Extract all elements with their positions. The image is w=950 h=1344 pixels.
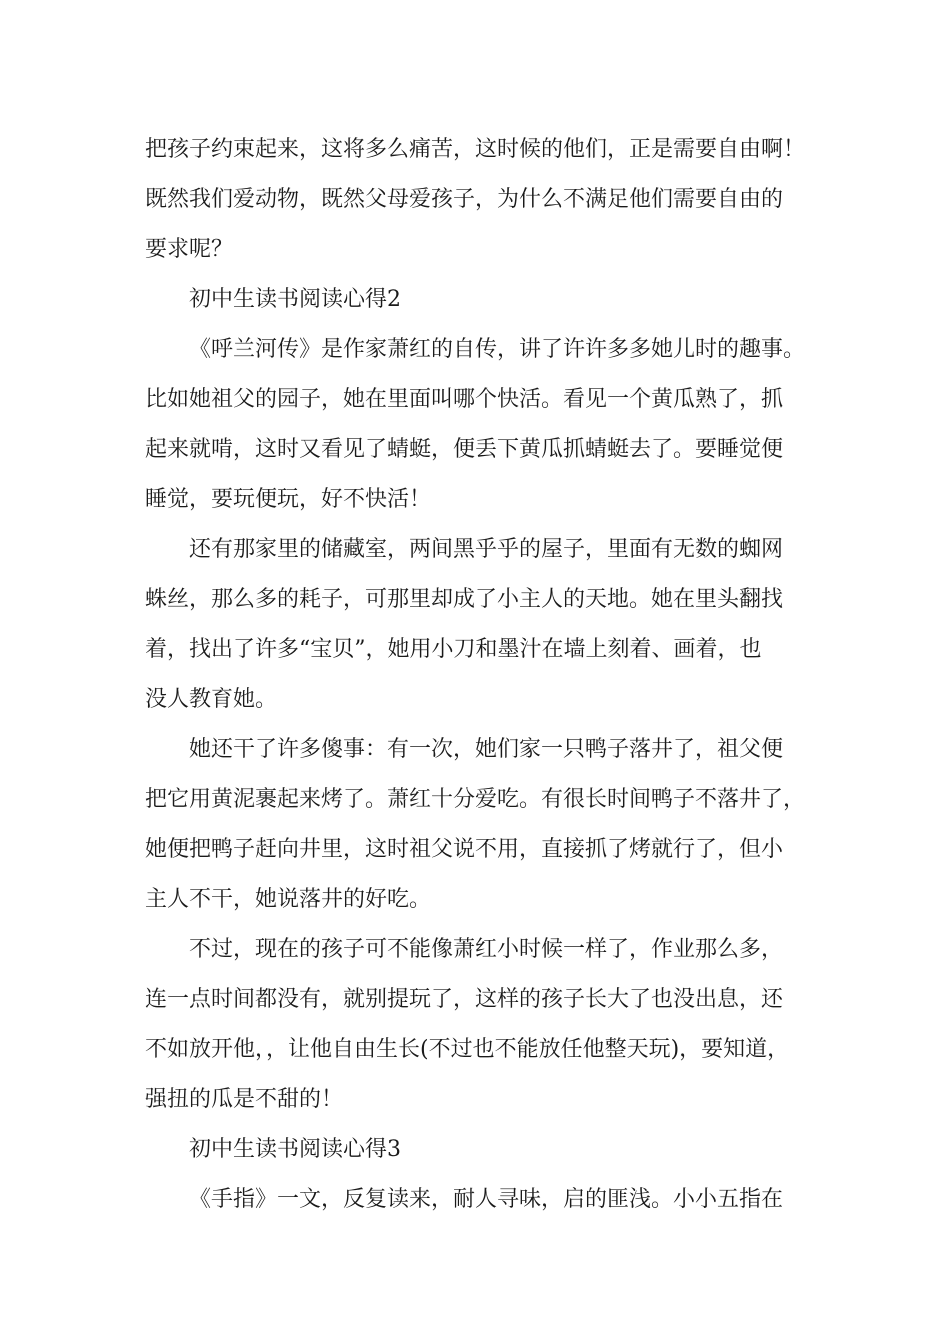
text-line: 不如放开他，，让他自由生长(不过也不能放任他整天玩)，要知道， [145, 1037, 790, 1062]
section-heading: 初中生读书阅读心得3 [189, 1137, 401, 1162]
text-line: 《手指》一文，反复读来，耐人寻味，启的匪浅。小小五指在 [189, 1187, 784, 1212]
text-line: 蛛丝，那么多的耗子，可那里却成了小主人的天地。她在里头翻找 [145, 587, 784, 612]
text-line: 还有那家里的储藏室，两间黑乎乎的屋子，里面有无数的蜘网 [189, 537, 784, 562]
section-heading: 初中生读书阅读心得2 [189, 287, 401, 312]
text-line: 起来就啃，这时又看见了蜻蜓，便丢下黄瓜抓蜻蜓去了。要睡觉便 [145, 437, 784, 462]
text-line: 她便把鸭子赶向井里，这时祖父说不用，直接抓了烤就行了，但小 [145, 837, 784, 862]
text-line: 比如她祖父的园子，她在里面叫哪个快活。看见一个黄瓜熟了，抓 [145, 387, 784, 412]
text-line: 主人不干，她说落井的好吃。 [145, 887, 432, 912]
text-line: 要求呢？ [145, 237, 234, 262]
text-line: 睡觉，要玩便玩，好不快活！ [145, 487, 432, 512]
text-line: 既然我们爱动物，既然父母爱孩子，为什么不满足他们需要自由的 [145, 187, 784, 212]
text-line: 她还干了许多傻事：有一次，她们家一只鸭子落井了，祖父便 [189, 737, 784, 762]
text-line: 《呼兰河传》是作家萧红的自传，讲了许许多多她儿时的趣事。 [189, 337, 806, 362]
text-line: 着，找出了许多“宝贝”，她用小刀和墨汁在墙上刻着、画着，也 [145, 637, 762, 662]
text-line: 强扭的瓜是不甜的！ [145, 1087, 344, 1112]
text-line: 把孩子约束起来，这将多么痛苦，这时候的他们，正是需要自由啊！ [145, 137, 806, 162]
text-line: 没人教育她。 [145, 687, 278, 712]
text-line: 把它用黄泥裹起来烤了。萧红十分爱吃。有很长时间鸭子不落井了， [145, 787, 806, 812]
text-line: 连一点时间都没有，就别提玩了，这样的孩子长大了也没出息，还 [145, 987, 784, 1012]
text-line: 不过，现在的孩子可不能像萧红小时候一样了，作业那么多， [189, 937, 784, 962]
